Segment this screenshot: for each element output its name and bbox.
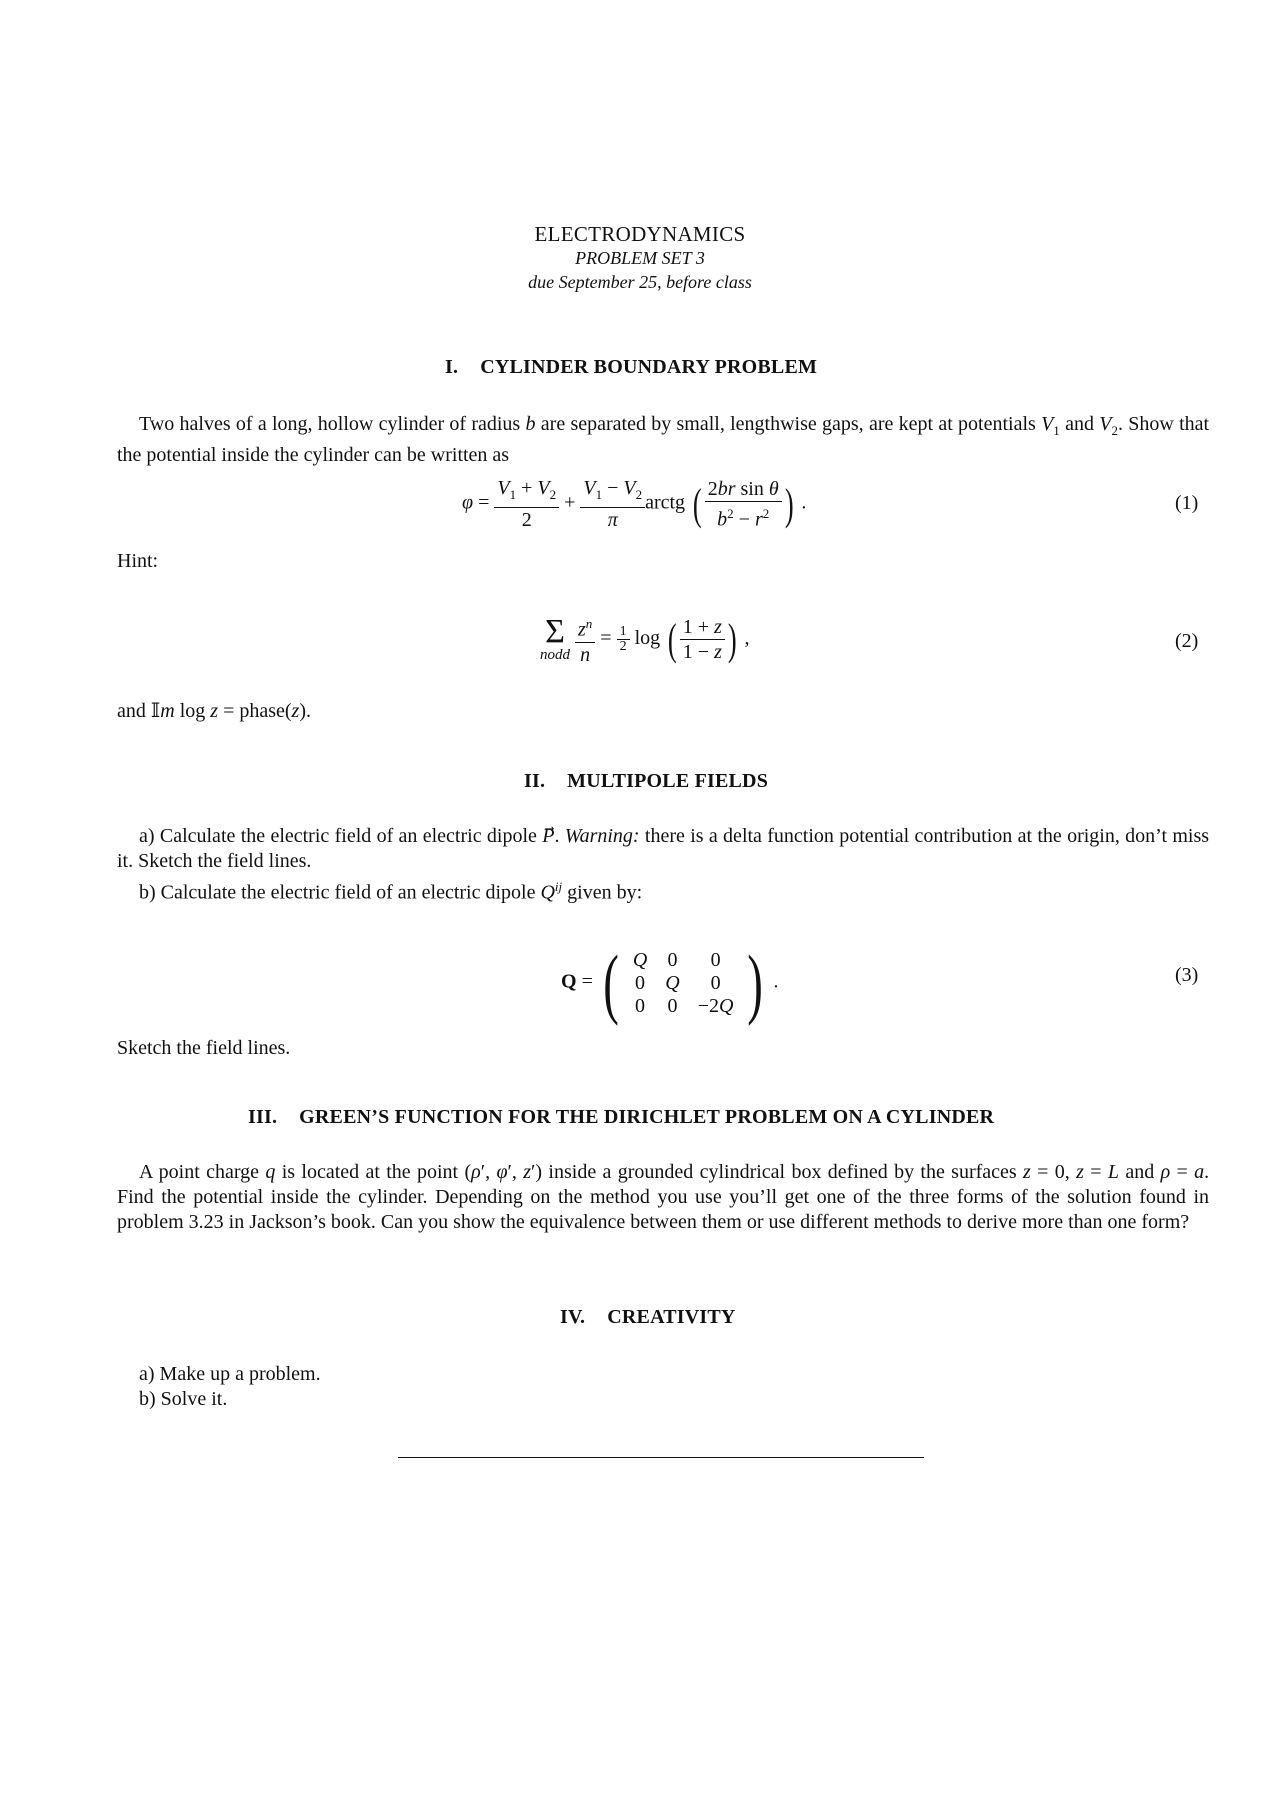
section-2-heading [524, 770, 768, 793]
creativity-item-a: a) Make up a problem. [139, 1363, 321, 1385]
section-4-title: CREATIVITY [607, 1306, 736, 1328]
section-3-heading [248, 1106, 994, 1129]
creativity-item-b: b) Solve it. [139, 1388, 228, 1410]
end-rule [398, 1457, 924, 1458]
due-date: due September 25, before class [528, 272, 752, 292]
equation-2: Σ nodd $\frac{z^n}{n}$ = $\frac{1}{2}$ log ( $\frac{1 + z}{1 - z}$ ) , [540, 613, 750, 666]
section-1-heading [445, 356, 817, 379]
quadrupole-matrix: Q 0 0 0 Q 0 0 0 −2Q [632, 948, 734, 1017]
section-1-intro: Two halves of a long, hollow cylinder of radius b are separated by small, lengthwise gaps, are kept at potentials $V_1$ and $V_2$. Show that the potential inside the cylinder can be written as [117, 413, 1210, 466]
section-1-title: CYLINDER BOUNDARY PROBLEM [480, 356, 818, 378]
section-3-title: GREEN’S FUNCTION FOR THE DIRICHLET PROBLEM ON A CYLINDER [299, 1106, 995, 1128]
equation-3-label: (3) [1175, 964, 1199, 986]
section-1-number: I. [445, 356, 459, 378]
sketch-instruction: Sketch the field lines. [117, 1037, 291, 1059]
equation-2-label: (2) [1175, 630, 1199, 652]
section-2-title: MULTIPOLE FIELDS [567, 770, 769, 792]
equation-1: φ = $\frac{V_1 + V_2}{2}$ + $\frac{V_1 - V_2}{\pi}$ arctg ( $\frac{\text{2br sin θ}}{b^2 - r^2}$ ) . [462, 477, 807, 531]
section-4-number: IV. [560, 1306, 586, 1328]
problem-set-label: PROBLEM SET 3 [575, 248, 705, 268]
section-3-body: A point charge q is located at the point (ρ′, φ′, z′) inside a grounded cylindrical box defined by the surfaces z = 0, z = L and ρ = a. Find the potential inside the cylinder. Depending on the method you use you’ll get one of the three forms of the solution found in problem 3.23 in Jackson’s book. Can you show the equivalence between them or use different methods to derive more than one form? [117, 1161, 1210, 1233]
section-2-number: II. [524, 770, 546, 792]
document-header [0, 222, 1280, 294]
section-3-number: III. [248, 1106, 278, 1128]
section-4-heading [560, 1306, 736, 1329]
course-title: ELECTRODYNAMICS [534, 222, 746, 246]
section-2-part-b: b) Calculate the electric field of an electric dipole $Q^{ij}$ given by: [139, 879, 643, 904]
hint-label: Hint: [117, 550, 159, 572]
equation-3: Q = ( Q 0 0 0 Q 0 0 0 −2Q ) . [561, 939, 779, 1026]
hint-follow-up: and 𝕀m log z = phase(z). [117, 700, 312, 722]
section-2-part-a: a) Calculate the electric field of an electric dipole P⃗. Warning: there is a delta function potential contribution at the origin, don’t miss it. Sketch the field lines. [117, 825, 1210, 872]
equation-1-label: (1) [1175, 492, 1199, 514]
